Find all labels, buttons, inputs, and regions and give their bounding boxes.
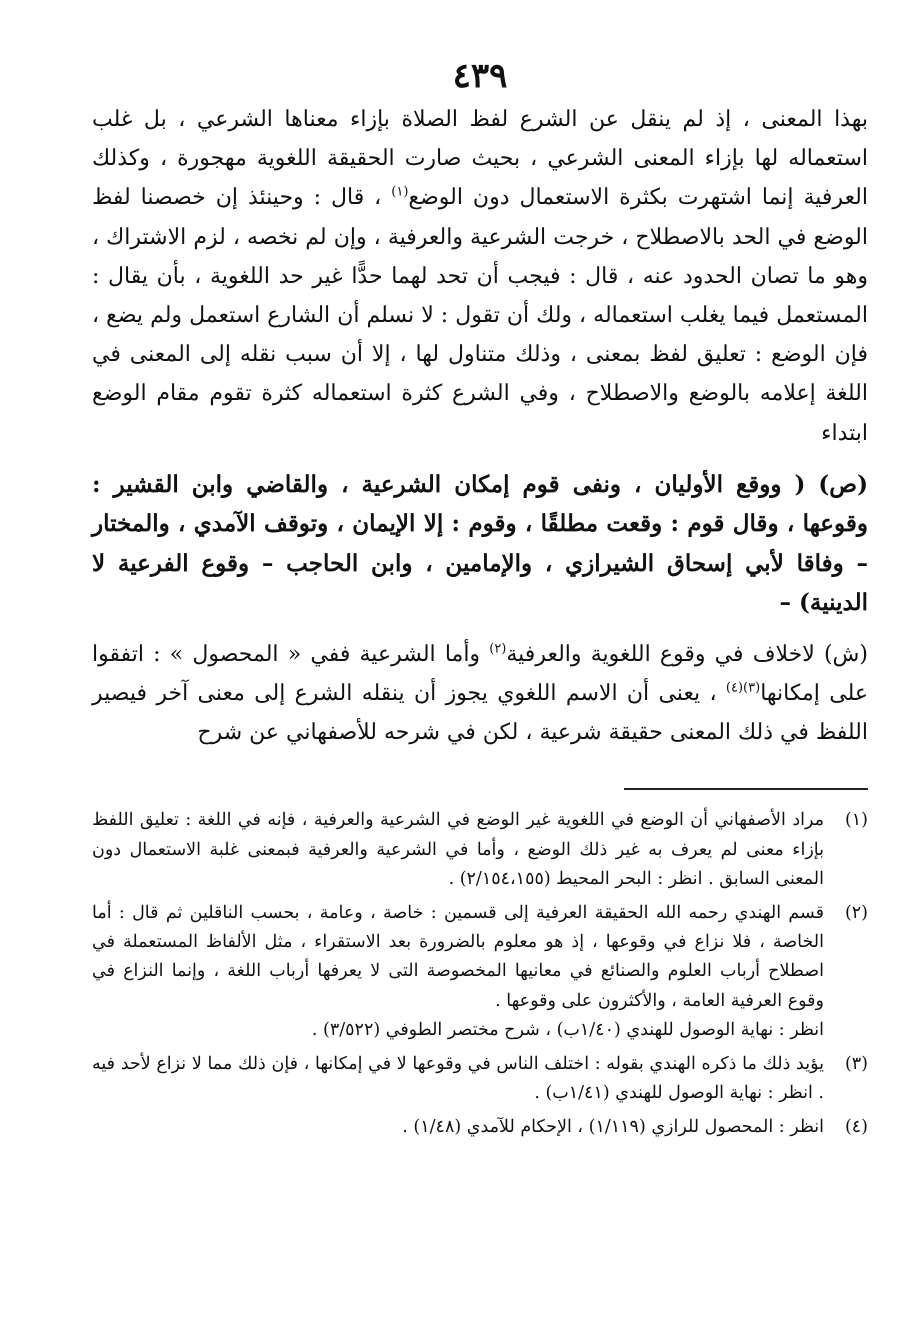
text-run: ، يعنى أن الاسم اللغوي يجوز أن ينقله الشرع إلى معنى آخر فيصير اللفظ في ذلك المعنى حقيقة شرعية ، لكن في شرحه للأصفهاني عن شرح bbox=[92, 681, 868, 746]
footnote-4 bbox=[92, 1113, 868, 1142]
footnote-mark: (٣) bbox=[844, 1054, 868, 1075]
text-run: ، قال : وحينئذ إن خصصنا لفظ الوضع في الحد بالاصطلاح ، خرجت الشرعية والعرفية ، وإن لم نخصه ، لزم الاشتراك ، وهو ما تصان الحدود عنه ، قال : فيجب أن تحد لهما حدًّا غير حد اللغوية ، بأن يقال : المستعمل فيما يغلب استعماله ، ولك أن تقول : لا نسلم أن الشارع استعمل ولم يضع ، فإن الوضع : تعليق لفظ بمعنى ، وذلك متناول لها ، إلا أن سبب نقله إلى المعنى في اللغة إعلامه بالوضع والاصطلاح ، وفي الشرع كثرة استعماله كثرة تقوم مقام الوضع ابتداء bbox=[92, 185, 868, 446]
main-text bbox=[92, 100, 868, 752]
footnote-mark: (٤) bbox=[844, 1117, 868, 1138]
footnote-divider bbox=[624, 788, 868, 790]
text-run: (ش) لاخلاف في وقوع اللغوية والعرفية bbox=[506, 641, 868, 667]
footnote-text: قسم الهندي رحمه الله الحقيقة العرفية إلى قسمين : خاصة ، وعامة ، بحسب الناقلين ثم قال : أما الخاصة ، فلا نزاع في وقوعها ، إذ هو معلوم بالضرورة بعد الاستقراء ، مثل الألفاظ المستعملة في اصطلاح أرباب العلوم والصنائع في معانيها المخصوصة التى لا يعرفها أرباب اللغة ، وإنما النزاع في وقوع العرفية العامة ، والأكثرون على وقوعها . bbox=[92, 903, 824, 1011]
text-run: وأما الشرعية ففي « المحصول » : اتفقوا على إمكانها bbox=[92, 641, 868, 707]
footnote-text: مراد الأصفهاني أن الوضع في اللغوية غير الوضع في الشرعية والعرفية ، فإنه في اللغة : تعليق اللفظ بإزاء معنى لم يعرف به غير ذلك الوضع ، وأما في الشرعية والعرفية فبمعنى غلبة الاستعمال دون المعنى السابق . انظر : البحر المحيط (٢/١٥٤،١٥٥) . bbox=[92, 810, 824, 889]
footnote-ref: (٢) bbox=[489, 641, 507, 657]
footnote-mark: (٢) bbox=[844, 903, 868, 924]
footnotes bbox=[92, 806, 868, 1142]
footnote-text: يؤيد ذلك ما ذكره الهندي بقوله : اختلف الناس في وقوعها لا في إمكانها ، فإن ذلك مما لا نزاع لأحد فيه . انظر : نهاية الوصول للهندي (١/٤١ب) . bbox=[92, 1054, 824, 1104]
footnote-ref: (٣)(٤) bbox=[725, 680, 761, 696]
paragraph-matn bbox=[92, 465, 868, 623]
text-run: (ص) ( ووقع الأوليان ، ونفى قوم إمكان الشرعية ، والقاضي وابن القشير : وقوعها ، وقال قوم : وقعت مطلقًا ، وقوم : إلا الإيمان ، وتوقف الآمدي ، والمختار – وفاقا لأبي إسحاق الشيرازي ، والإمامين ، وابن الحاجب – وقوع الفرعية لا الدينية) – bbox=[92, 470, 868, 617]
footnote-text: انظر : نهاية الوصول للهندي (١/٤٠ب) ، شرح مختصر الطوفي (٣/٥٢٢) . bbox=[311, 1019, 824, 1040]
page-number: ٤٣٩ bbox=[452, 56, 508, 96]
text-run: بهذا المعنى ، إذ لم ينقل عن الشرع لفظ الصلاة بإزاء معناها الشرعي ، بل غلب استعماله لها بإزاء المعنى الشرعي ، بحيث صارت الحقيقة اللغوية مهجورة ، وكذلك العرفية إنما اشتهرت بكثرة الاستعمال دون الوضع bbox=[92, 107, 869, 211]
paragraph-1 bbox=[92, 100, 868, 453]
paragraph-sharh bbox=[92, 635, 868, 753]
footnote-text: انظر : المحصول للرازي (١/١١٩) ، الإحكام للآمدي (١/٤٨) . bbox=[402, 1117, 824, 1138]
footnote-1 bbox=[92, 806, 868, 894]
footnote-mark: (١) bbox=[844, 810, 868, 831]
footnote-3 bbox=[92, 1050, 868, 1108]
footnote-2 bbox=[92, 899, 868, 1045]
footnote-ref: (١) bbox=[391, 185, 409, 201]
